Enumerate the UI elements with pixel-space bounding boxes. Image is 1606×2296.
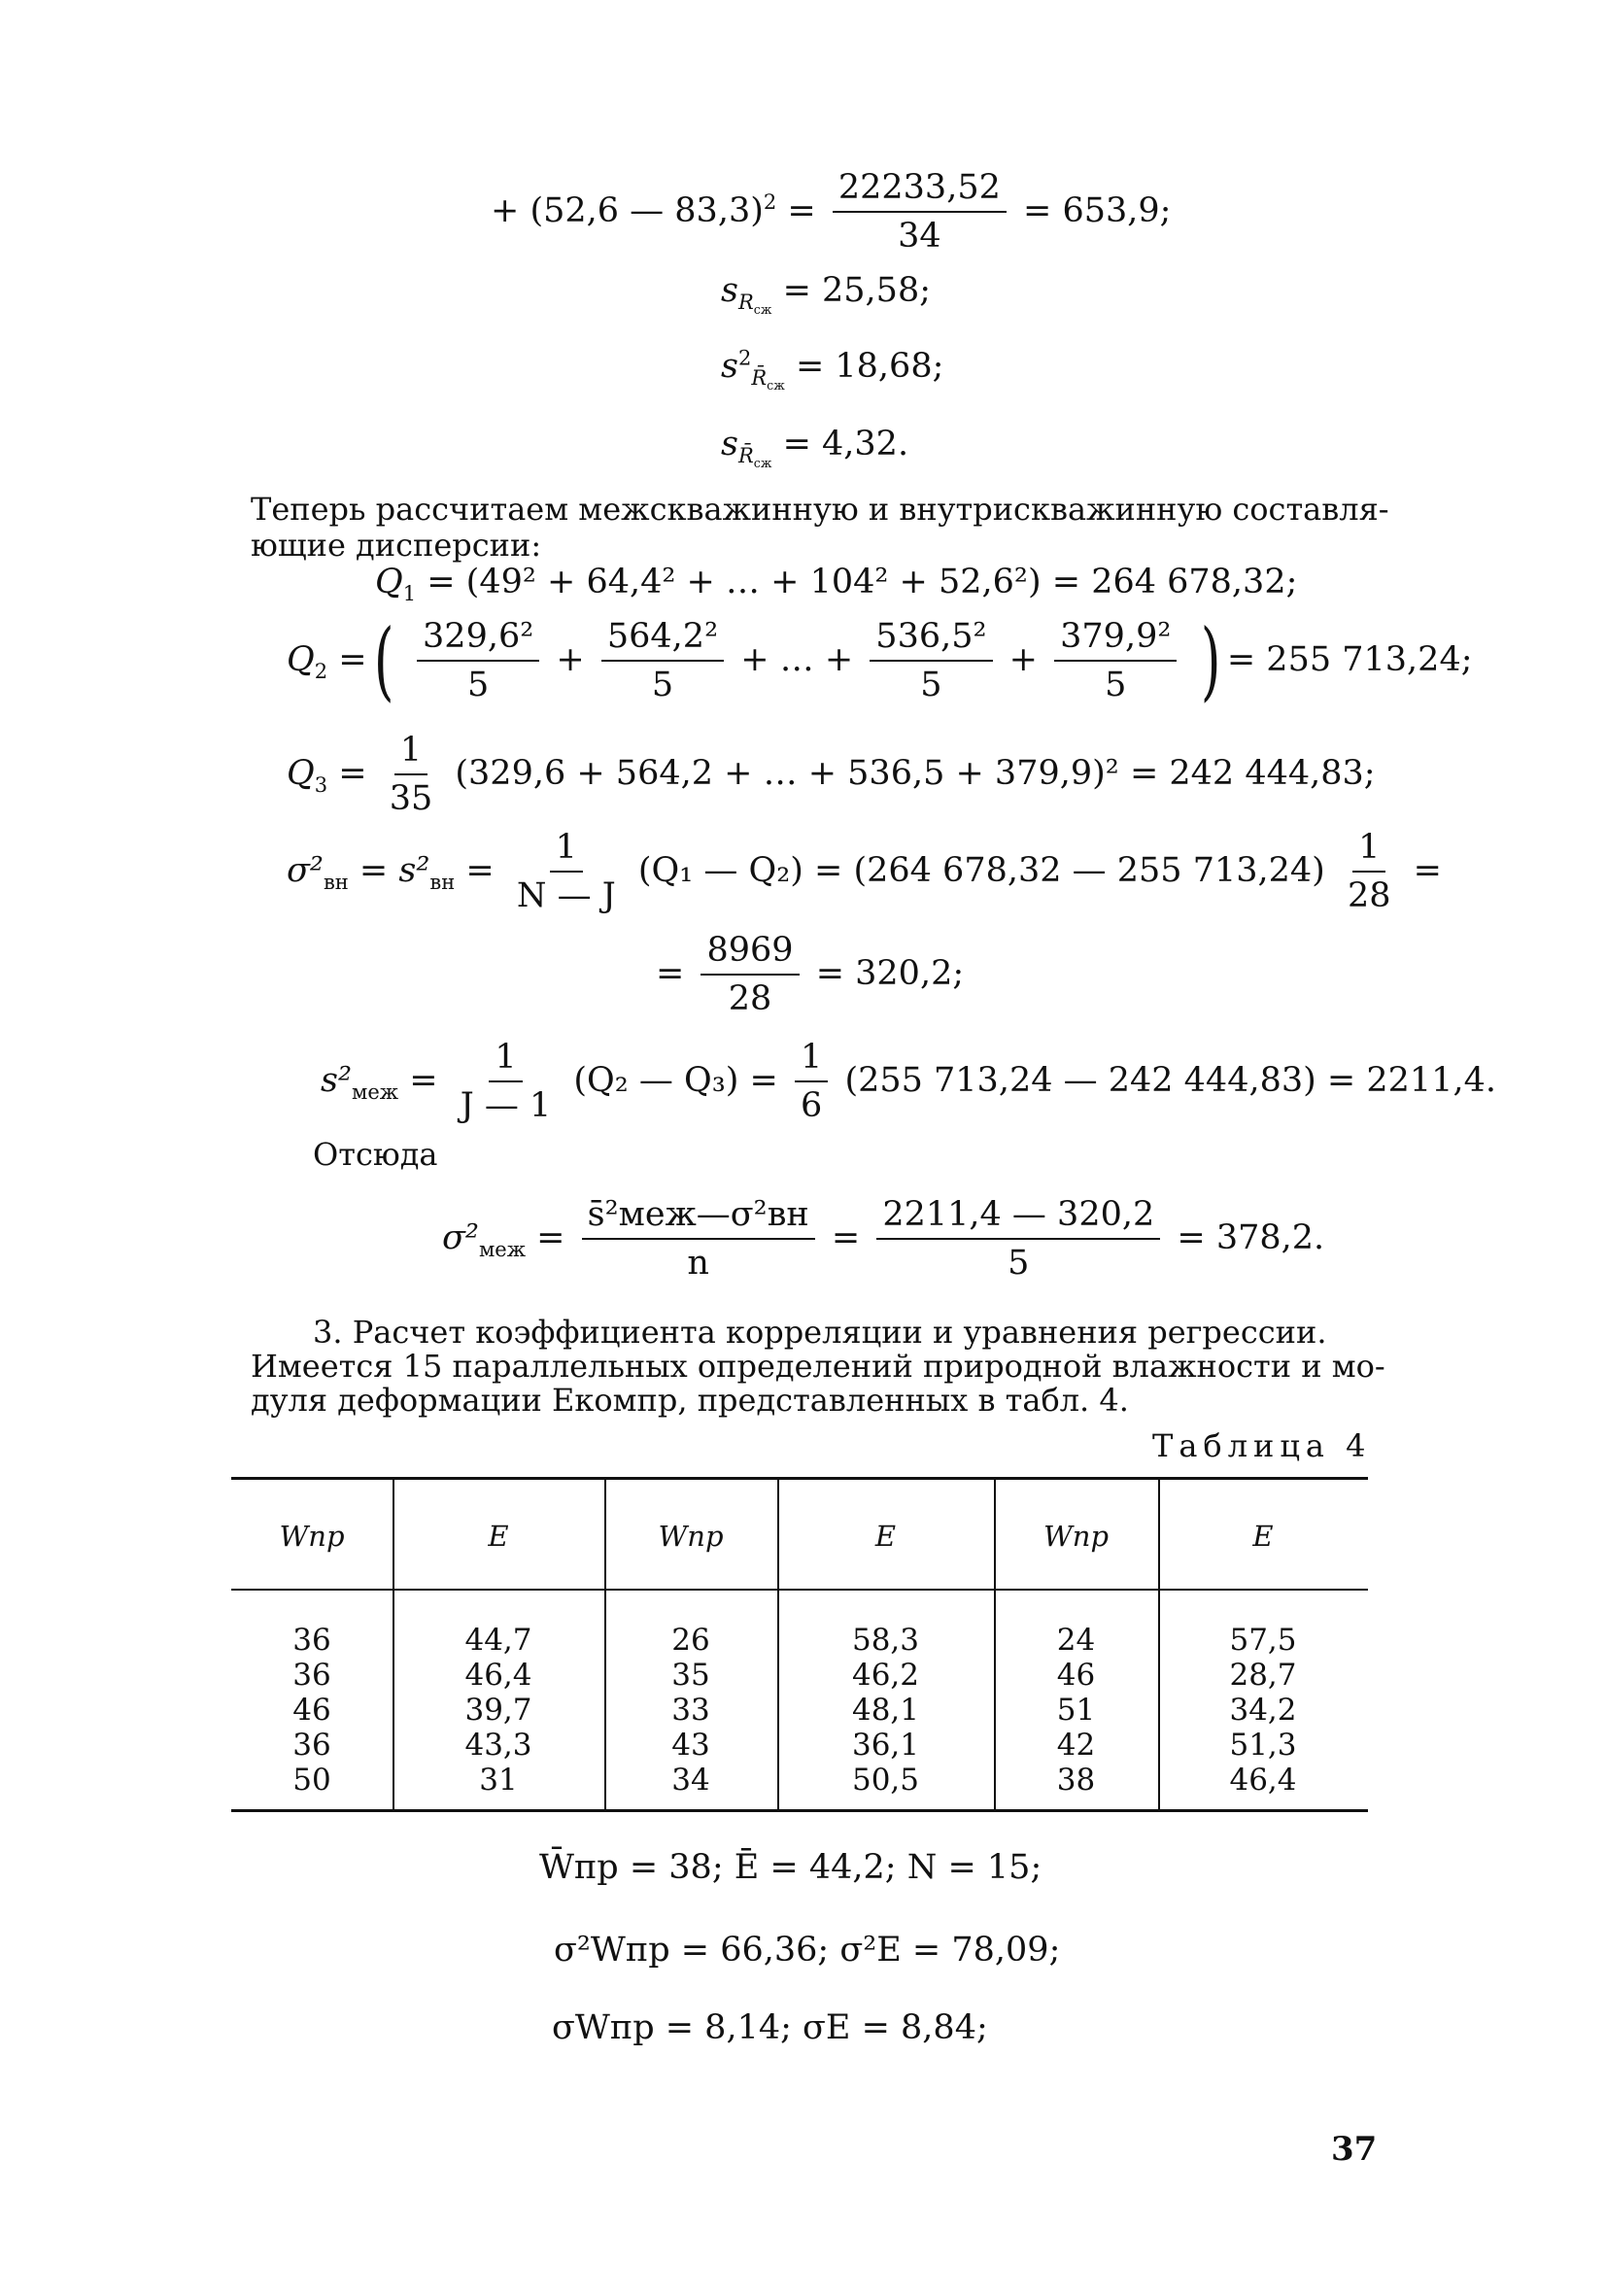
fraction: [384, 731, 439, 819]
table-header-cell: E: [874, 1520, 897, 1553]
table-column: [1158, 1623, 1368, 1798]
table-cell: 38: [1056, 1763, 1096, 1798]
fraction-numerator: 1: [795, 1038, 828, 1082]
table-cell: 36: [292, 1728, 331, 1763]
table-cell: 50: [292, 1763, 331, 1798]
fraction: [417, 617, 539, 705]
formula-within-variance-result: [656, 931, 964, 1019]
table-header-cell: Wпр: [1042, 1520, 1110, 1553]
fraction-denominator: 35: [389, 779, 433, 819]
table-header-cell: Wпр: [658, 1520, 724, 1553]
formula-symbol: σ²: [287, 850, 324, 890]
fraction-numerator: 1: [489, 1038, 522, 1082]
formula-ellipsis: + … +: [740, 639, 854, 679]
formula-q2: [287, 610, 1473, 711]
fraction-denominator: 5: [651, 666, 674, 705]
formula-subscript: вн: [429, 870, 456, 894]
fraction-numerator: 379,9²: [1054, 617, 1177, 662]
fraction-numerator: 8969: [700, 931, 799, 976]
fraction-numerator: 1: [394, 731, 427, 775]
fraction: [455, 1038, 558, 1126]
formula-variance-tail: [491, 168, 1171, 257]
paragraph-line: 3. Расчет коэффициента корреляции и уравнения регрессии.: [313, 1314, 1327, 1351]
table-cell: 51,3: [1229, 1728, 1297, 1763]
table-cell: 46,4: [1229, 1763, 1297, 1798]
formula-within-variance: [287, 828, 1442, 916]
table-cell: 48,1: [851, 1693, 920, 1728]
fraction: [876, 1195, 1160, 1284]
fraction-denominator: 5: [920, 666, 942, 705]
table-cell: 46,4: [464, 1658, 532, 1693]
formula-subscript: сж: [767, 378, 785, 394]
formula-symbol: s: [721, 271, 738, 310]
formula-result: = 4,32.: [782, 425, 909, 463]
formula-between-variance: [321, 1038, 1496, 1126]
formula-subscript: 2: [314, 659, 328, 683]
formula-subscript: 1: [402, 582, 417, 605]
table-cell: 34: [671, 1763, 710, 1798]
table-cell: 50,5: [851, 1763, 920, 1798]
fraction-denominator: 5: [1105, 666, 1127, 705]
fraction: [601, 617, 724, 705]
fraction: [511, 828, 622, 916]
formula-equals: =: [536, 1217, 565, 1257]
table-header-rule: [231, 1589, 1368, 1591]
paragraph-line: Имеется 15 параллельных определений природной влажности и мо-: [251, 1348, 1385, 1385]
table-caption: Таблица 4: [1152, 1427, 1372, 1464]
table-cell: 58,3: [851, 1623, 920, 1658]
formula-q1: [375, 563, 1298, 605]
formula-subscript: сж: [753, 456, 772, 471]
formula-symbol: s: [721, 347, 738, 386]
fraction-numerator: 329,6²: [417, 617, 539, 662]
formula-result: = 25,58;: [782, 271, 932, 310]
fraction-denominator: 5: [1008, 1244, 1030, 1284]
table-cell: 33: [671, 1693, 710, 1728]
formula-equals: =: [465, 850, 495, 890]
fraction-denominator: N — J: [516, 876, 616, 916]
formula-subscript: R: [737, 291, 754, 314]
formula-subscript: 3: [314, 772, 328, 797]
table-cell: 39,7: [464, 1693, 532, 1728]
fraction-denominator: 34: [898, 217, 941, 257]
formula-result: = 378,2.: [1177, 1217, 1325, 1257]
table-cell: 36: [292, 1623, 331, 1658]
fraction-numerator: 564,2²: [601, 617, 724, 662]
formula-equals: =: [831, 1217, 861, 1257]
formula-result: = 255 713,24;: [1226, 639, 1473, 679]
fraction-numerator: 1: [1352, 828, 1385, 873]
table-bottom-rule: [231, 1809, 1368, 1812]
formula-equals: =: [338, 753, 367, 793]
table-header-cell: E: [1252, 1520, 1274, 1553]
table-cell: 36: [292, 1658, 331, 1693]
formula-text: + (52,6 — 83,3): [491, 190, 764, 230]
right-paren: ): [1200, 610, 1220, 711]
page-number: 37: [1331, 2130, 1378, 2169]
fraction-denominator: 6: [801, 1086, 823, 1126]
formula-result: = 18,68;: [795, 347, 944, 386]
table-cell: 28,7: [1229, 1658, 1297, 1693]
table-column: [393, 1623, 604, 1798]
table-cell: 57,5: [1229, 1623, 1297, 1658]
table-cell: 46: [1056, 1658, 1096, 1693]
fraction-numerator: 2211,4 — 320,2: [876, 1195, 1160, 1240]
fraction: [833, 168, 1007, 257]
table-cell: 46,2: [851, 1658, 920, 1693]
formula-result: = 320,2;: [815, 953, 965, 993]
formula-plus: +: [556, 639, 585, 679]
fraction: [582, 1195, 815, 1284]
formula-symbol: Q: [375, 563, 403, 601]
formula-text: = (49² + 64,4² + … + 104² + 52,6²) = 264 678,32;: [427, 563, 1298, 601]
formula-equals: =: [359, 850, 389, 890]
table-cell: 42: [1056, 1728, 1096, 1763]
formula-symbol: s²: [321, 1060, 352, 1100]
fraction: [1054, 617, 1177, 705]
otsyuda-label: Отсюда: [313, 1136, 438, 1173]
table-cell: 46: [292, 1693, 331, 1728]
fraction-numerator: 22233,52: [833, 168, 1007, 213]
table-cell: 43: [671, 1728, 710, 1763]
formula-symbol: s²: [398, 850, 430, 890]
table-cell: 36,1: [851, 1728, 920, 1763]
table-cell: 34,2: [1229, 1693, 1297, 1728]
table-cell: 26: [671, 1623, 710, 1658]
formula-text: (Q₂ — Q₃) =: [573, 1060, 778, 1100]
fraction-denominator: 28: [1347, 876, 1391, 916]
stats-sigmas: σWпр = 8,14; σE = 8,84;: [552, 2008, 988, 2047]
fraction: [1342, 828, 1397, 916]
table-cell: 44,7: [464, 1623, 532, 1658]
fraction-denominator: n: [687, 1244, 709, 1284]
fraction-numerator: 1: [550, 828, 583, 873]
fraction-numerator: s̄²меж—σ²вн: [582, 1195, 815, 1240]
table-cell: 31: [479, 1763, 518, 1798]
formula-equals: =: [409, 1060, 438, 1100]
table-top-rule: [231, 1477, 1368, 1480]
formula-text: (329,6 + 564,2 + … + 536,5 + 379,9)² = 242 444,83;: [455, 753, 1376, 793]
fraction-numerator: 536,5²: [870, 617, 992, 662]
table-column: [231, 1623, 393, 1798]
table-cell: 43,3: [464, 1728, 532, 1763]
formula-symbol: Q: [287, 639, 315, 679]
formula-symbol: σ²: [442, 1217, 479, 1257]
paragraph-line: дуля деформации Eкомпр, представленных в табл. 4.: [251, 1382, 1129, 1419]
formula-std-dev: [721, 271, 932, 318]
table-column: [604, 1623, 777, 1798]
formula-subscript: сж: [753, 302, 772, 318]
fraction: [870, 617, 992, 705]
fraction-denominator: 5: [467, 666, 490, 705]
table-cell: 35: [671, 1658, 710, 1693]
table-cell: 51: [1056, 1693, 1096, 1728]
formula-equals: =: [338, 639, 367, 679]
stats-variances: σ²Wпр = 66,36; σ²E = 78,09;: [554, 1931, 1061, 1970]
formula-subscript: меж: [478, 1237, 527, 1261]
fraction-denominator: 28: [728, 979, 772, 1019]
table-column: [994, 1623, 1158, 1798]
formula-subscript: вн: [323, 870, 349, 894]
formula-subscript: R̄: [751, 366, 768, 390]
stats-means: W̄пр = 38; Ē = 44,2; N = 15;: [539, 1848, 1042, 1887]
fraction-denominator: J — 1: [460, 1086, 552, 1126]
formula-symbol: Q: [287, 753, 315, 793]
formula-result: (255 713,24 — 242 444,83) = 2211,4.: [844, 1060, 1496, 1100]
paragraph-line: Теперь рассчитаем межскважинную и внутрискважинную составля-: [251, 491, 1389, 528]
fraction: [795, 1038, 828, 1126]
formula-exponent: 2: [737, 346, 752, 370]
formula-equals: =: [1413, 850, 1442, 890]
formula-q3: [287, 731, 1376, 819]
paragraph-line: ющие дисперсии:: [251, 527, 542, 564]
formula-text: (Q₁ — Q₂) = (264 678,32 — 255 713,24): [637, 850, 1325, 890]
formula-subscript: R̄: [737, 444, 754, 467]
formula-exponent: 2: [763, 190, 777, 215]
formula-std-error: [721, 425, 909, 471]
fraction: [700, 931, 799, 1019]
formula-between-sigma: [442, 1195, 1324, 1284]
formula-equals: =: [656, 953, 685, 993]
formula-plus: +: [1008, 639, 1038, 679]
left-paren: (: [373, 610, 394, 711]
table-column: [777, 1623, 994, 1798]
formula-result: = 653,9;: [1023, 190, 1172, 230]
formula-variance-mean: [721, 346, 944, 394]
formula-equals: =: [787, 190, 816, 230]
table-header-cell: E: [488, 1520, 509, 1553]
table-header-cell: Wпр: [279, 1520, 345, 1553]
formula-symbol: s: [721, 425, 738, 463]
formula-subscript: меж: [352, 1079, 399, 1104]
table-cell: 24: [1056, 1623, 1096, 1658]
